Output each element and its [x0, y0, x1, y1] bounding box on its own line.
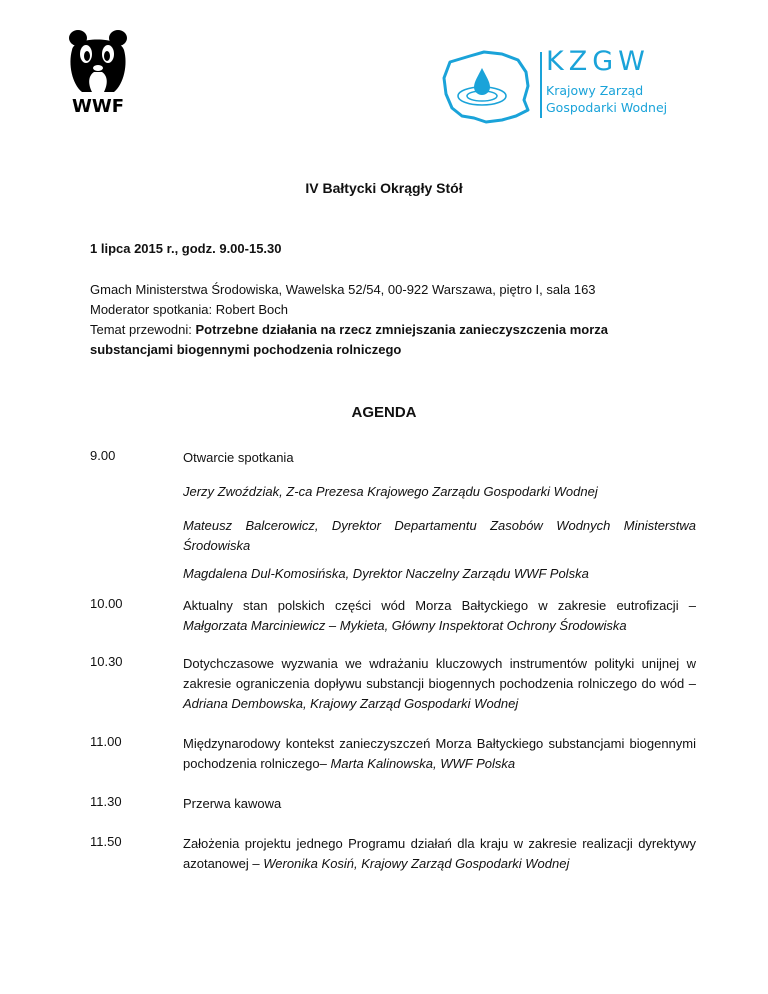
agenda-time: 10.00 [90, 596, 123, 611]
wwf-logo-text: WWF [71, 96, 124, 117]
event-info [90, 280, 690, 360]
agenda-time: 9.00 [90, 448, 116, 463]
kzgw-logo [440, 46, 700, 130]
agenda-description [183, 834, 696, 874]
agenda-description [183, 734, 696, 774]
event-location: Gmach Ministerstwa Środowiska, Wawelska 52/54, 00-922 Warszawa, piętro I, sala 163 [90, 282, 596, 297]
agenda-heading: AGENDA [351, 404, 417, 421]
agenda-speaker: Mateusz Balcerowicz, Dyrektor Departamentu Zasobów Wodnych Ministerstwa Środowiska [183, 518, 696, 553]
agenda-speaker: Weronika Kosiń, Krajowy Zarząd Gospodarki Wodnej [263, 856, 570, 871]
document-title: IV Bałtycki Okrągły Stół [305, 180, 463, 196]
agenda-speaker: Małgorzata Marciniewicz – Mykieta, Główny Inspektorat Ochrony Środowiska [183, 618, 627, 633]
agenda-speaker: Magdalena Dul-Komosińska, Dyrektor Naczelny Zarządu WWF Polska [183, 566, 589, 581]
agenda-description [183, 596, 696, 636]
topic-label: Temat przewodni: [90, 322, 196, 337]
agenda-text: Dotychczasowe wyzwania we wdrażaniu kluczowych instrumentów polityki unijnej w zakresie ograniczenia dopływu substancji biogennych pochodzenia rolniczego do wód [183, 656, 696, 691]
panda-icon [64, 28, 132, 94]
agenda-description: Przerwa kawowa [183, 796, 282, 811]
event-date: 1 lipca 2015 r., godz. 9.00-15.30 [90, 241, 282, 256]
topic-text-1: Potrzebne działania na rzecz zmniejszania zanieczyszczenia morza [195, 322, 609, 337]
agenda-speaker: Jerzy Zwoździak, Z-ca Prezesa Krajowego Zarządu Gospodarki Wodnej [183, 484, 598, 499]
kzgw-name-line1: Krajowy Zarząd [546, 83, 644, 98]
agenda-description [183, 654, 696, 714]
poland-map-water-drop-icon [440, 50, 534, 124]
agenda-time: 11.00 [90, 734, 122, 749]
agenda-text: Międzynarodowy kontekst zanieczyszczeń Morza Bałtyckiego substancjami biogennymi pochodzenia rolniczego– [183, 736, 696, 771]
kzgw-divider [540, 52, 542, 118]
kzgw-name-line2: Gospodarki Wodnej [546, 100, 668, 115]
agenda-time: 10.30 [90, 654, 123, 669]
event-topic-cont [90, 340, 690, 360]
event-moderator: Moderator spotkania: Robert Boch [90, 302, 288, 317]
agenda-speaker: – Adriana Dembowska, Krajowy Zarząd Gospodarki Wodnej [183, 676, 696, 711]
topic-text-2: substancjami biogennymi pochodzenia rolniczego [90, 342, 402, 357]
agenda-time: 11.50 [90, 834, 122, 849]
agenda-text: Aktualny stan polskich części wód Morza Bałtyckiego w zakresie eutrofizacji – [183, 598, 696, 613]
agenda-title: Otwarcie spotkania [183, 450, 294, 465]
event-topic [90, 320, 690, 340]
agenda-speaker: Marta Kalinowska, WWF Polska [330, 756, 516, 771]
agenda-time: 11.30 [90, 794, 122, 809]
kzgw-abbr: KZGW [546, 46, 650, 77]
agenda-text: Założenia projektu jednego Programu działań dla kraju w zakresie realizacji dyrektywy azotanowej – [183, 836, 696, 871]
wwf-logo [62, 28, 134, 120]
